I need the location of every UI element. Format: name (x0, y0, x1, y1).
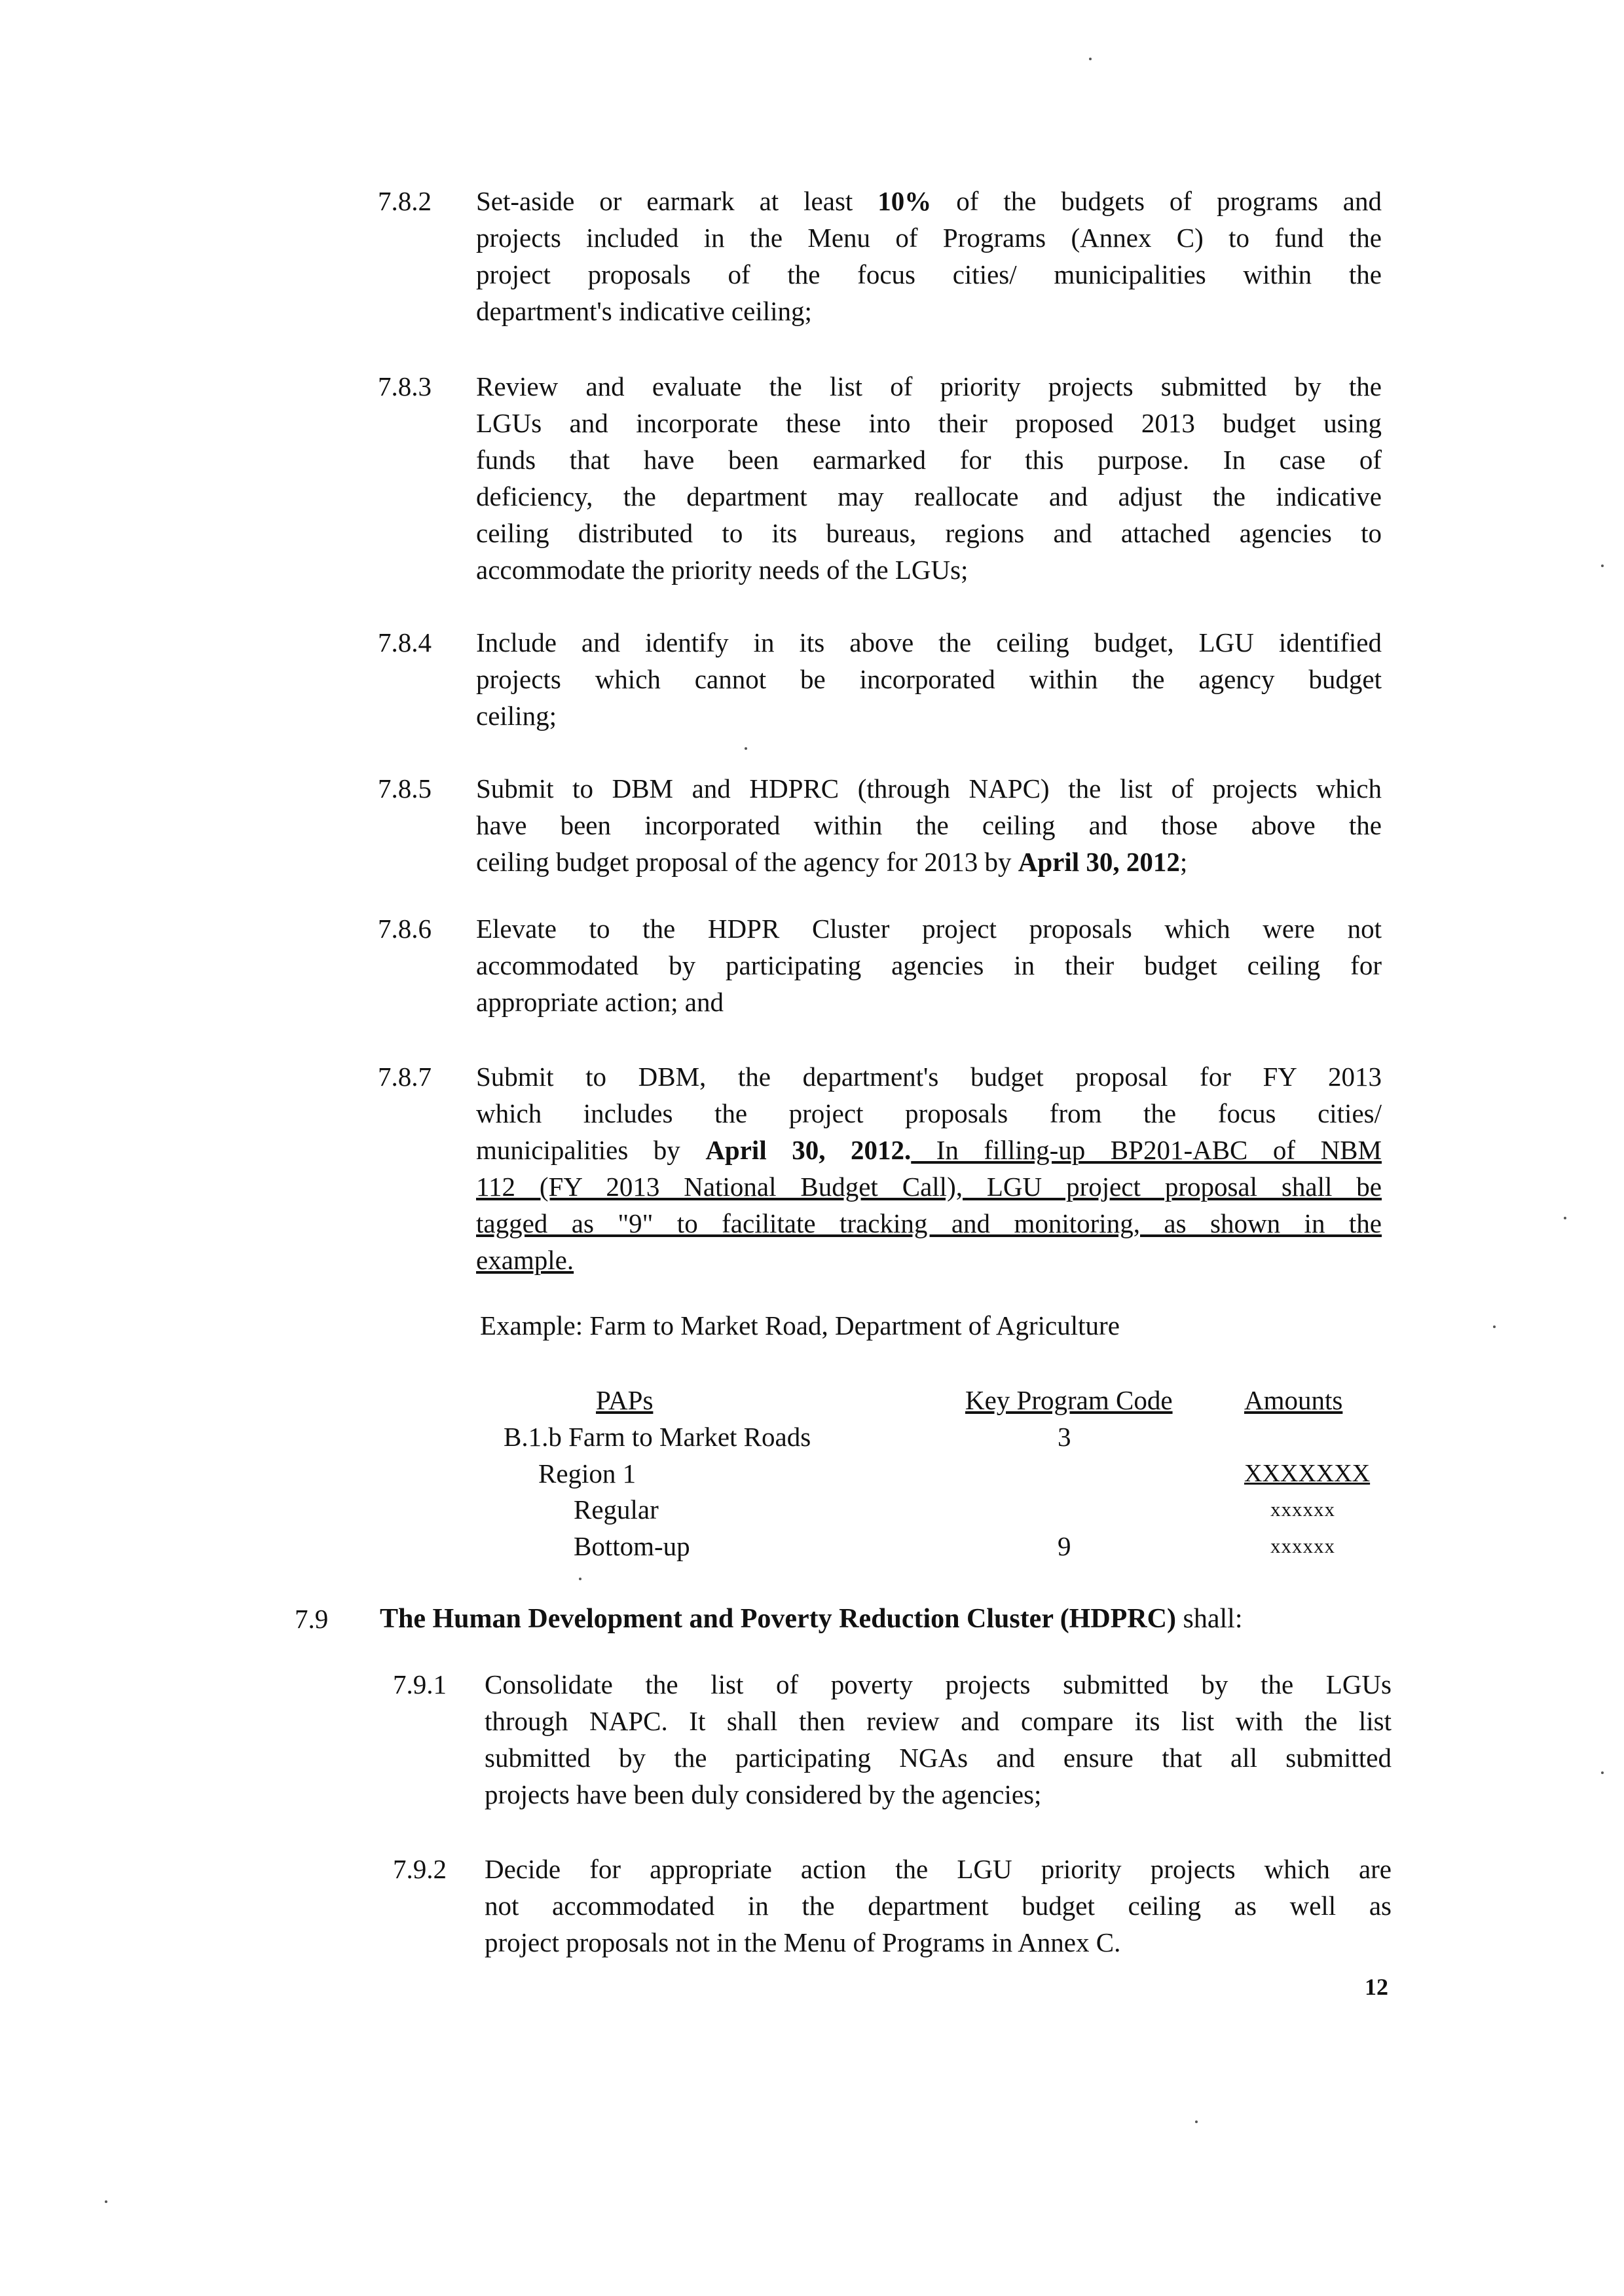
table-cell-pap: Bottom-up (574, 1531, 690, 1561)
paragraph-line: accommodated by participating agencies in their budget ceiling for (476, 950, 1382, 980)
paragraph-7-8-7 (476, 1058, 1382, 1278)
table-cell-pap: Region 1 (538, 1458, 637, 1489)
paragraph-line: tagged as "9" to facilitate tracking and monitoring, as shown in the (476, 1208, 1382, 1238)
page-number: 12 (1365, 1974, 1388, 2000)
scan-speck (1601, 565, 1604, 567)
paragraph-line: funds that have been earmarked for this purpose. In case of (476, 445, 1382, 475)
paragraph-line: 112 (FY 2013 National Budget Call), LGU project proposal shall be (476, 1172, 1382, 1202)
paragraph-line: projects included in the Menu of Programs (Annex C) to fund the (476, 223, 1382, 253)
item-number: 7.8.3 (378, 371, 432, 401)
paragraph-line: LGUs and incorporate these into their proposed 2013 budget using (476, 408, 1382, 438)
section-number: 7.9 (295, 1604, 329, 1634)
table-cell-code: 3 (1058, 1422, 1071, 1452)
table-cell-amount: XXXXXXX (1244, 1460, 1371, 1487)
paragraph-line: Elevate to the HDPR Cluster project proposals which were not (476, 914, 1382, 944)
item-number: 7.8.5 (378, 773, 432, 804)
paragraph-line: projects have been duly considered by the agencies; (485, 1779, 1042, 1809)
paragraph-7-8-4 (476, 624, 1382, 734)
paragraph-line: projects which cannot be incorporated within the agency budget (476, 664, 1382, 694)
item-number: 7.9.1 (393, 1669, 447, 1699)
scan-speck (1564, 1217, 1566, 1219)
paragraph-line: Set-aside or earmark at least 10% of the budgets of programs and (476, 186, 1382, 216)
paragraph-line: Review and evaluate the list of priority projects submitted by the (476, 371, 1382, 401)
item-number: 7.8.4 (378, 627, 432, 657)
item-number: 7.8.6 (378, 914, 432, 944)
paragraph-line: accommodate the priority needs of the LGUs; (476, 555, 969, 585)
table-cell-amount: xxxxxx (1270, 1534, 1335, 1557)
paragraph-line: Submit to DBM and HDPRC (through NAPC) the list of projects which (476, 773, 1382, 804)
table-header-amounts: Amounts (1244, 1385, 1343, 1415)
scan-speck (1089, 58, 1092, 60)
table-cell-code: 9 (1058, 1531, 1071, 1561)
paragraph-line: ceiling; (476, 701, 557, 731)
paragraph-7-9-1 (485, 1666, 1392, 1813)
paragraph-line: department's indicative ceiling; (476, 296, 812, 326)
paragraph-line: Decide for appropriate action the LGU priority projects which are (485, 1854, 1392, 1884)
paragraph-line: ceiling budget proposal of the agency for 2013 by April 30, 2012; (476, 847, 1188, 877)
scan-speck (1195, 2120, 1198, 2123)
table-header-paps: PAPs (596, 1385, 654, 1415)
scan-speck (1493, 1325, 1496, 1328)
paragraph-line: municipalities by April 30, 2012. In filling-up BP201-ABC of NBM (476, 1135, 1382, 1165)
table-cell-amount: xxxxxx (1270, 1498, 1335, 1521)
section-heading: The Human Development and Poverty Reduction Cluster (HDPRC) shall: (380, 1604, 1243, 1634)
paragraph-line: through NAPC. It shall then review and compare its list with the list (485, 1706, 1392, 1736)
paragraph-line: submitted by the participating NGAs and ensure that all submitted (485, 1743, 1392, 1773)
table-cell-pap: B.1.b Farm to Market Roads (504, 1422, 811, 1452)
paragraph-line: not accommodated in the department budget ceiling as well as (485, 1891, 1392, 1921)
paragraph-line: Include and identify in its above the ceiling budget, LGU identified (476, 627, 1382, 657)
example-caption: Example: Farm to Market Road, Department of Agriculture (480, 1310, 1120, 1341)
paragraph-line: have been incorporated within the ceiling and those above the (476, 810, 1382, 840)
paragraph-7-8-5 (476, 770, 1382, 880)
paragraph-7-8-3 (476, 368, 1382, 588)
item-number: 7.8.2 (378, 186, 432, 216)
paragraph-line: Consolidate the list of poverty projects submitted by the LGUs (485, 1669, 1392, 1699)
paragraph-7-8-6 (476, 910, 1382, 1020)
scan-speck (745, 747, 747, 750)
table-header-key-program-code: Key Program Code (965, 1385, 1173, 1415)
paragraph-line: example. (476, 1245, 574, 1275)
scan-speck (1601, 1771, 1604, 1774)
paragraph-line: ceiling distributed to its bureaus, regions and attached agencies to (476, 518, 1382, 548)
paragraph-line: which includes the project proposals from the focus cities/ (476, 1098, 1382, 1128)
item-number: 7.9.2 (393, 1854, 447, 1884)
paragraph-7-9-2 (485, 1851, 1392, 1961)
paragraph-line: appropriate action; and (476, 987, 724, 1017)
table-cell-pap: Regular (574, 1494, 659, 1525)
paragraph-line: project proposals not in the Menu of Programs in Annex C. (485, 1927, 1121, 1957)
paragraph-line: Submit to DBM, the department's budget proposal for FY 2013 (476, 1062, 1382, 1092)
paragraph-line: project proposals of the focus cities/ municipalities within the (476, 259, 1382, 289)
scan-speck (579, 1578, 581, 1580)
item-number: 7.8.7 (378, 1062, 432, 1092)
paragraph-line: deficiency, the department may reallocate and adjust the indicative (476, 481, 1382, 511)
scan-speck (105, 2200, 107, 2203)
paragraph-7-8-2 (476, 183, 1382, 329)
